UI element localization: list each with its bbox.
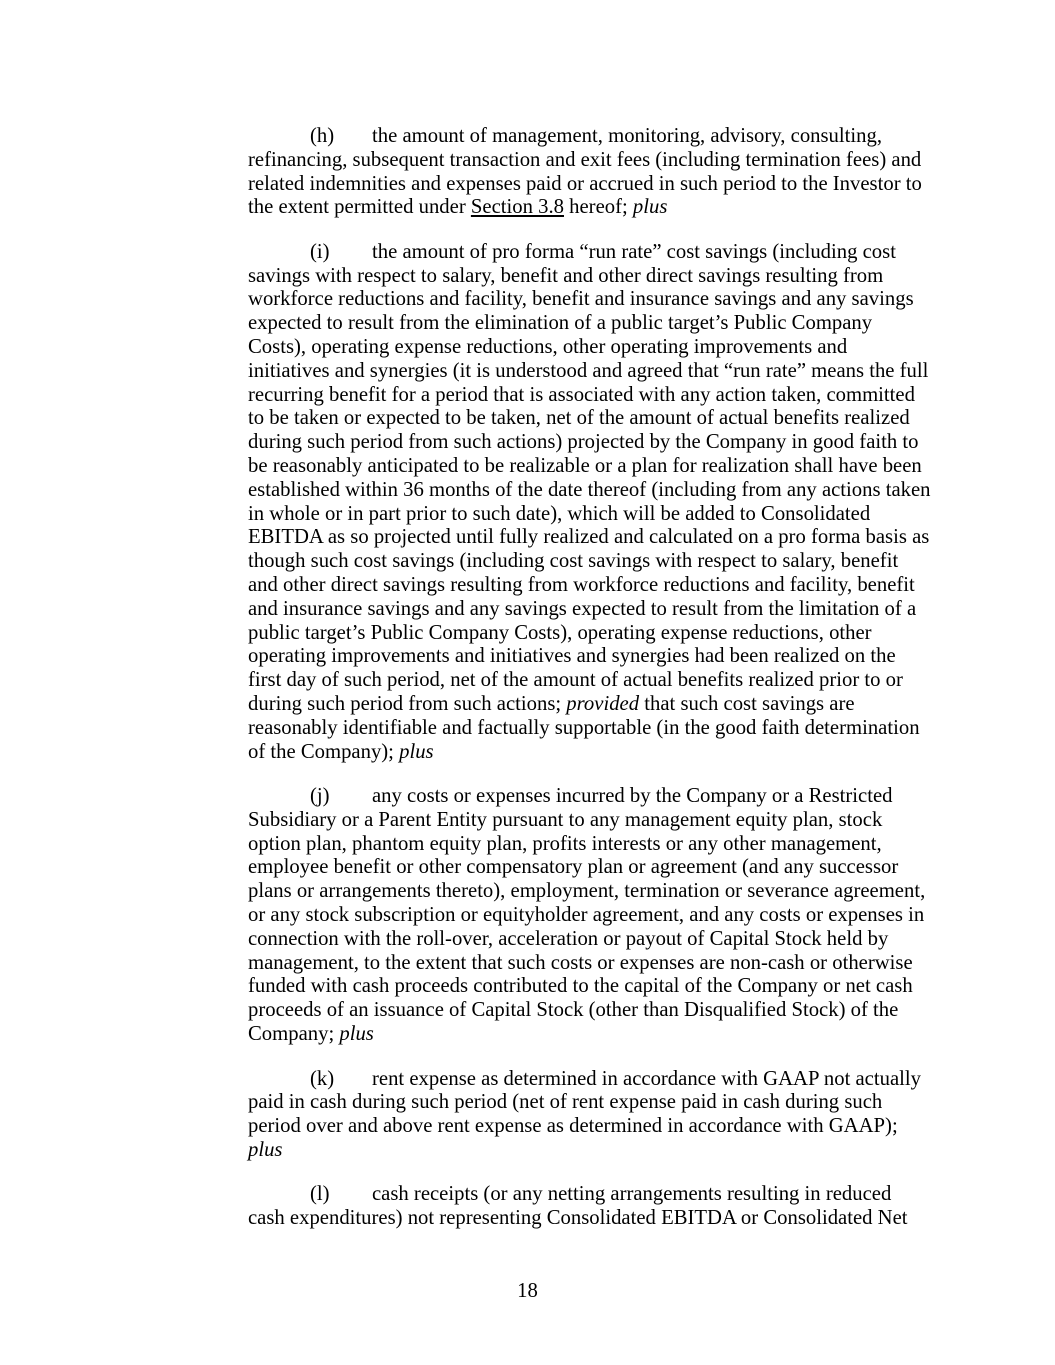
text-segment: any costs or expenses incurred by the Company or a Restricted: [372, 785, 893, 808]
text-line: [248, 669, 938, 693]
text-line: [248, 384, 938, 408]
text-line: [248, 336, 938, 360]
text-segment: during such period from such actions;: [248, 693, 567, 716]
text-line: [248, 645, 938, 669]
text-line: [248, 717, 938, 741]
text-line: [248, 741, 938, 765]
text-line: [248, 1183, 938, 1207]
text-line: [248, 173, 938, 197]
text-segment: option plan, phantom equity plan, profits interests or any other management,: [248, 832, 882, 855]
paragraph-label: (i): [310, 240, 330, 263]
text-segment: hereof;: [563, 196, 633, 219]
text-line: [248, 479, 938, 503]
paragraph-l: [248, 1183, 938, 1231]
text-segment: though such cost savings (including cost savings with respect to salary, benefit: [248, 550, 899, 573]
text-segment: that such cost savings are: [639, 693, 855, 716]
emphasis-text: plus: [248, 1138, 283, 1161]
text-segment: reasonably identifiable and factually supportable (in the good faith determination: [248, 716, 920, 739]
text-segment: savings with respect to salary, benefit and other direct savings resulting from: [248, 264, 884, 287]
text-segment: cash receipts (or any netting arrangements resulting in reduced: [372, 1183, 892, 1206]
text-line: [248, 693, 938, 717]
text-line: [248, 952, 938, 976]
text-segment: employee benefit or other compensatory plan or agreement (and any successor: [248, 856, 899, 879]
paragraph-label: (l): [310, 1183, 330, 1206]
text-segment: expected to result from the elimination of a public target’s Public Company: [248, 312, 873, 335]
paragraph-label: (h): [310, 125, 335, 147]
text-segment: the extent permitted under: [248, 196, 471, 219]
text-line: [248, 574, 938, 598]
text-line: [248, 1023, 938, 1047]
document-body: [248, 125, 938, 1252]
emphasis-text: provided: [566, 693, 640, 716]
text-segment: of the Company);: [248, 740, 400, 763]
text-line: [248, 503, 938, 527]
paragraph-label: (k): [310, 1067, 335, 1090]
text-segment: EBITDA as so projected until fully realized and calculated on a pro forma basis as: [248, 526, 930, 549]
text-segment: in whole or in part prior to such date), which will be added to Consolidated: [248, 502, 871, 525]
paragraph-h: [248, 125, 938, 220]
text-line: [248, 455, 938, 479]
text-line: [248, 265, 938, 289]
paragraph-k: [248, 1068, 938, 1163]
text-segment: Costs), operating expense reductions, other operating improvements and: [248, 336, 848, 359]
emphasis-text: plus: [339, 1023, 374, 1046]
text-segment: established within 36 months of the date thereof (including from any actions taken: [248, 478, 931, 501]
text-line: [248, 149, 938, 173]
text-segment: related indemnities and expenses paid or accrued in such period to the Investor to: [248, 172, 922, 195]
cross-reference: Section 3.8: [470, 196, 564, 219]
text-segment: the amount of pro forma “run rate” cost savings (including cost: [372, 240, 896, 263]
text-line: [248, 785, 938, 809]
text-line: [248, 880, 938, 904]
text-segment: operating improvements and initiatives and synergies had been realized on the: [248, 645, 896, 668]
text-line: [248, 407, 938, 431]
text-line: [248, 431, 938, 455]
text-line: [248, 833, 938, 857]
text-segment: cash expenditures) not representing Consolidated EBITDA or Consolidated Net: [248, 1207, 908, 1230]
text-segment: workforce reductions and facility, benefit and insurance savings and any savings: [248, 288, 914, 311]
text-line: [248, 598, 938, 622]
page-number: 18: [517, 1280, 538, 1302]
emphasis-text: plus: [632, 196, 668, 219]
text-segment: during such period from such actions) projected by the Company in good faith to: [248, 431, 919, 454]
text-segment: connection with the roll-over, acceleration or payout of Capital Stock held by: [248, 927, 889, 950]
text-line: [248, 975, 938, 999]
text-segment: recurring benefit for a period that is associated with any action taken, committed: [248, 383, 915, 406]
text-line: [248, 288, 938, 312]
text-line: [248, 1139, 938, 1163]
text-line: [248, 1115, 938, 1139]
text-segment: the amount of management, monitoring, advisory, consulting,: [372, 125, 883, 147]
text-line: [248, 241, 938, 265]
text-line: [248, 928, 938, 952]
text-segment: rent expense as determined in accordance with GAAP not actually: [372, 1067, 921, 1090]
paragraph-j: [248, 785, 938, 1047]
paragraph-label: (j): [310, 785, 330, 808]
text-line: [248, 196, 938, 220]
emphasis-text: plus: [399, 740, 434, 763]
text-segment: Subsidiary or a Parent Entity pursuant to any management equity plan, stock: [248, 808, 883, 831]
text-line: [248, 999, 938, 1023]
text-segment: public target’s Public Company Costs), operating expense reductions, other: [248, 621, 872, 644]
text-segment: plans or arrangements thereto), employment, termination or severance agreement,: [248, 880, 926, 903]
text-line: [248, 622, 938, 646]
text-line: [248, 312, 938, 336]
paragraph-i: [248, 241, 938, 765]
text-segment: funded with cash proceeds contributed to the capital of the Company or net cash: [248, 975, 913, 998]
text-segment: and other direct savings resulting from workforce reductions and facility, benefit: [248, 574, 915, 597]
text-segment: refinancing, subsequent transaction and exit fees (including termination fees) and: [248, 148, 922, 171]
text-segment: first day of such period, net of the amount of actual benefits realized prior to or: [248, 669, 903, 692]
text-segment: proceeds of an issuance of Capital Stock (other than Disqualified Stock) of the: [248, 999, 899, 1022]
text-segment: period over and above rent expense as determined in accordance with GAAP);: [248, 1115, 898, 1138]
text-line: [248, 1207, 938, 1231]
text-segment: to be taken or expected to be taken, net of the amount of actual benefits realized: [248, 407, 910, 430]
text-segment: initiatives and synergies (it is understood and agreed that “run rate” means the full: [248, 359, 929, 382]
text-segment: and insurance savings and any savings expected to result from the limitation of a: [248, 597, 917, 620]
text-line: [248, 125, 938, 149]
text-line: [248, 526, 938, 550]
text-segment: paid in cash during such period (net of rent expense paid in cash during such: [248, 1091, 883, 1114]
text-segment: management, to the extent that such costs or expenses are non-cash or otherwise: [248, 951, 913, 974]
text-segment: be reasonably anticipated to be realizable or a plan for realization shall have been: [248, 455, 922, 478]
text-line: [248, 550, 938, 574]
text-line: [248, 904, 938, 928]
text-line: [248, 360, 938, 384]
text-line: [248, 1068, 938, 1092]
text-segment: or any stock subscription or equityholder agreement, and any costs or expenses in: [248, 904, 925, 927]
text-line: [248, 1091, 938, 1115]
text-segment: Company;: [248, 1023, 340, 1046]
text-line: [248, 809, 938, 833]
text-line: [248, 856, 938, 880]
